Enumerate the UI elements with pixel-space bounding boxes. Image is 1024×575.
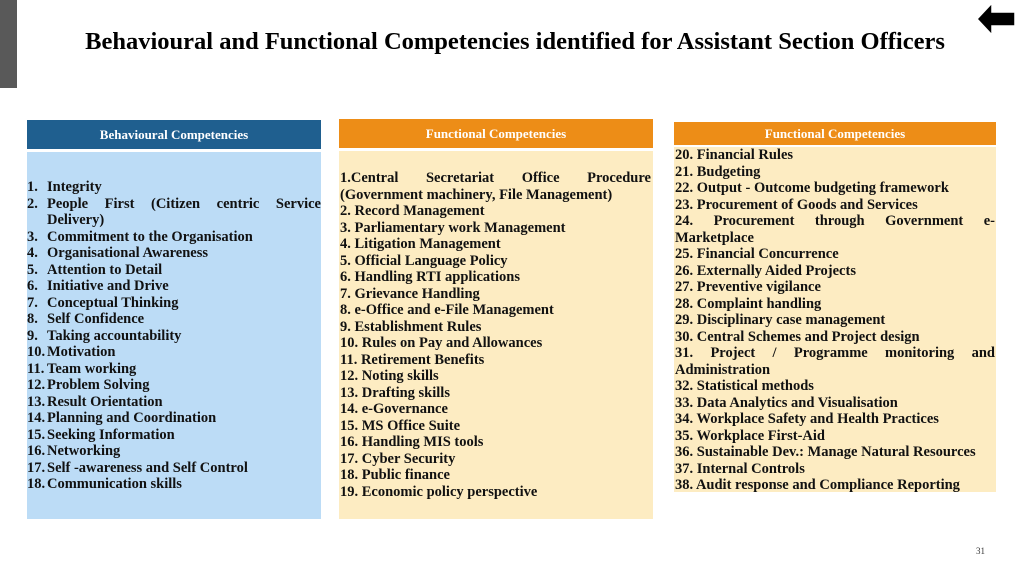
list-item-text: Organisational Awareness (47, 245, 208, 261)
behavioural-list (27, 179, 321, 493)
functional-list-2 (675, 147, 995, 494)
list-item: 28. Complaint handling (675, 295, 822, 312)
list-item-text: Attention to Detail (47, 261, 163, 278)
list-item-text: Networking (47, 443, 121, 459)
behavioural-list-panel (27, 152, 321, 519)
list-item: 20. Financial Rules (675, 147, 794, 163)
list-item-text: People First (Citizen centric Service Delivery) (47, 195, 321, 228)
list-item (27, 476, 321, 493)
list-item: 30. Central Schemes and Project design (675, 328, 920, 345)
list-item-number: 3. (27, 228, 38, 245)
list-item: 9. Establishment Rules (340, 318, 482, 335)
list-item-number: 11. (27, 360, 45, 377)
list-item (27, 377, 321, 394)
list-item: 5. Official Language Policy (340, 252, 508, 269)
list-item (27, 245, 321, 262)
list-item: 8. e-Office and e-File Management (340, 302, 554, 318)
list-item (27, 295, 321, 312)
page-number: 31 (976, 546, 985, 556)
list-item: 27. Preventive vigilance (675, 279, 821, 295)
list-item: 16. Handling MIS tools (340, 434, 484, 450)
list-item-number: 2. (27, 195, 38, 212)
list-item: 25. Financial Concurrence (675, 246, 839, 262)
list-item (27, 328, 321, 345)
list-item: 17. Cyber Security (340, 450, 456, 467)
list-item-text: Result Orientation (47, 393, 163, 410)
list-item: 33. Data Analytics and Visualisation (675, 394, 898, 411)
list-item-text: Conceptual Thinking (47, 294, 179, 311)
list-item (27, 427, 321, 444)
list-item-number: 18. (27, 476, 46, 492)
list-item-text: Motivation (47, 344, 116, 360)
list-item (27, 460, 321, 477)
list-item-text: Planning and Coordination (47, 410, 217, 426)
list-item-number: 6. (27, 278, 38, 294)
list-item: 29. Disciplinary case management (675, 312, 886, 328)
list-item-text: Problem Solving (47, 377, 150, 393)
list-item-number: 8. (27, 311, 38, 327)
list-item: 15. MS Office Suite (340, 417, 461, 434)
list-item (27, 361, 321, 378)
list-item: 10. Rules on Pay and Allowances (340, 335, 543, 351)
list-item: 23. Procurement of Goods and Services (675, 196, 918, 213)
list-item: 21. Budgeting (675, 163, 761, 180)
list-item-number: 7. (27, 294, 38, 311)
list-item-number: 16. (27, 443, 46, 459)
list-item: 36. Sustainable Dev.: Manage Natural Resources (675, 444, 976, 460)
functional-list-panel-1 (339, 151, 653, 519)
list-item (27, 196, 321, 229)
list-item: 4. Litigation Management (340, 236, 501, 252)
list-item (27, 179, 321, 196)
list-item (27, 344, 321, 361)
list-item: 12. Noting skills (340, 368, 439, 384)
list-item: 26. Externally Aided Projects (675, 262, 856, 279)
list-item: 3. Parliamentary work Management (340, 219, 566, 236)
list-item (27, 229, 321, 246)
list-item: 22. Output - Outcome budgeting framework (675, 180, 949, 196)
list-item-text: Initiative and Drive (47, 278, 169, 294)
list-item-text: Self -awareness and Self Control (47, 459, 248, 476)
list-item-number: 13. (27, 393, 46, 410)
list-item: 18. Public finance (340, 467, 450, 483)
functional-list-1 (340, 170, 651, 500)
functional-header-1: Functional Competencies (339, 119, 653, 148)
list-item-text: Team working (47, 360, 137, 377)
list-item: 32. Statistical methods (675, 378, 814, 394)
list-item (27, 311, 321, 328)
list-item-number: 17. (27, 459, 46, 476)
list-item: 19. Economic policy perspective (340, 483, 538, 500)
list-item: 34. Workplace Safety and Health Practices (675, 411, 939, 427)
list-item: 35. Workplace First-Aid (675, 427, 825, 444)
list-item-number: 15. (27, 426, 46, 443)
list-item-number: 4. (27, 245, 38, 261)
list-item (27, 262, 321, 279)
list-item (27, 443, 321, 460)
functional-list-panel-2 (674, 147, 996, 492)
functional-header-2: Functional Competencies (674, 122, 996, 145)
list-item (27, 278, 321, 295)
list-item: 1.Central Secretariat Office Procedure (Government machinery, File Management) (340, 170, 651, 203)
list-item: 7. Grievance Handling (340, 285, 480, 302)
list-item-number: 14. (27, 410, 46, 426)
list-item: 31. Project / Programme monitoring and Administration (675, 345, 995, 378)
list-item: 14. e-Governance (340, 401, 448, 417)
behavioural-header: Behavioural Competencies (27, 120, 321, 149)
list-item-number: 1. (27, 179, 38, 195)
list-item-text: Self Confidence (47, 311, 145, 327)
list-item: 11. Retirement Benefits (340, 351, 485, 368)
list-item-text: Seeking Information (47, 426, 175, 443)
list-item-text: Integrity (47, 179, 102, 195)
list-item-text: Taking accountability (47, 327, 182, 344)
list-item-number: 12. (27, 377, 46, 393)
list-item: 13. Drafting skills (340, 384, 450, 401)
list-item (27, 410, 321, 427)
list-item-number: 5. (27, 261, 38, 278)
list-item: 2. Record Management (340, 203, 485, 219)
list-item: 37. Internal Controls (675, 460, 805, 477)
list-item-text: Commitment to the Organisation (47, 228, 253, 245)
page-title: Behavioural and Functional Competencies identified for Assistant Section Officers (85, 28, 945, 55)
list-item (27, 394, 321, 411)
list-item-text: Communication skills (47, 476, 182, 492)
list-item-number: 10. (27, 344, 46, 360)
list-item-number: 9. (27, 327, 38, 344)
list-item: 6. Handling RTI applications (340, 269, 520, 285)
list-item: 24. Procurement through Government e-Marketplace (675, 213, 995, 246)
list-item: 38. Audit response and Compliance Reporting (675, 477, 960, 493)
